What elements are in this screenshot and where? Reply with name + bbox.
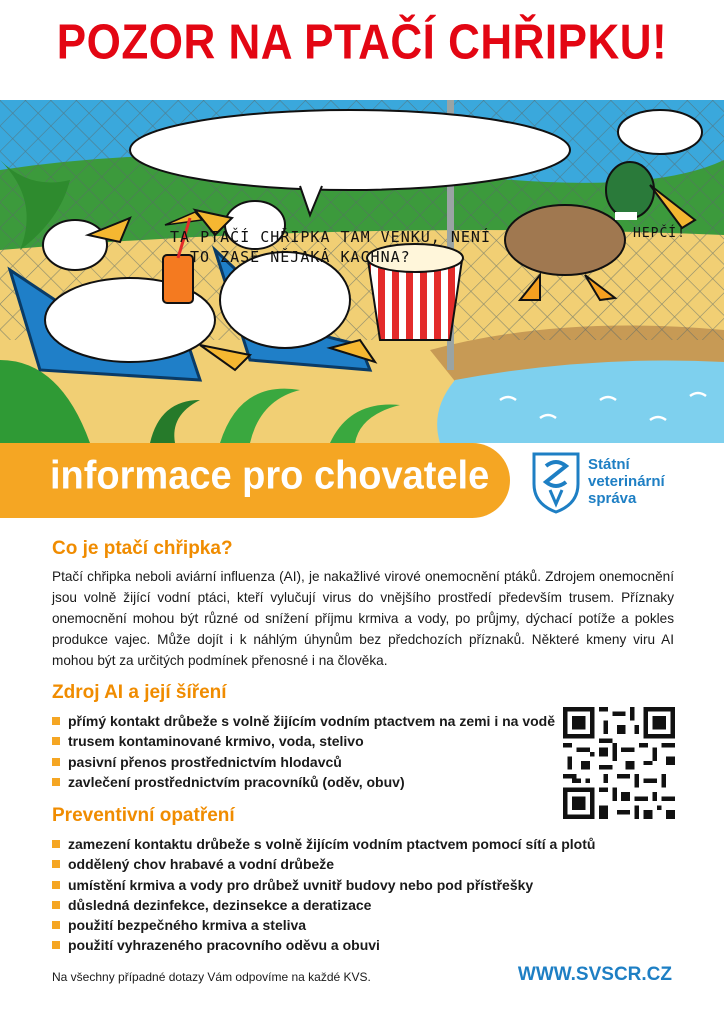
logo-line1: Státní	[588, 456, 630, 473]
prevention-list	[52, 834, 595, 956]
list-item: oddělený chov hrabavé a vodní drůbeže	[52, 854, 595, 874]
section-heading-what-is: Co je ptačí chřipka?	[52, 538, 233, 559]
list-item: důsledná dezinfekce, dezinsekce a deratizace	[52, 895, 595, 915]
section-paragraph: Ptačí chřipka neboli aviární influenza (AI), je nakažlivé virové onemocnění ptáků. Zdrojem onemocnění jsou volně žijící vodní ptáci, kteří vylučují virus do vnějšího prostředí především trusem. Příznaky onemocnění mohou být různé od snížení příjmu krmiva a vody, po průjmy, dýchací potíže a pokles produkce vajec. Může dojít i k náhlým úhynům bez předchozích příznaků. Některé kmeny viru AI mohou být za určitých podmínek přenosné i na člověka.	[52, 569, 674, 668]
cartoon-illustration	[0, 100, 724, 443]
speech-bubble-left-line1: TA PTAČÍ CHŘIPKA TAM VENKU, NENÍ	[170, 228, 491, 246]
source-list	[52, 711, 555, 792]
list-item: umístění krmiva a vody pro drůbež uvnitř budovy nebo pod přístřešky	[52, 875, 595, 895]
list-item: zamezení kontaktu drůbeže s volně žijícím vodním ptactvem pomocí sítí a plotů	[52, 834, 595, 854]
footer-note: Na všechny případné dotazy Vám odpovíme na každé KVS.	[52, 970, 371, 984]
list-item: použití vyhrazeného pracovního oděvu a obuvi	[52, 935, 595, 955]
list-item: přímý kontakt drůbeže s volně žijícím vodním ptactvem na zemi i na vodě	[52, 711, 555, 731]
logo-line2: veterinární	[588, 473, 665, 490]
logo-text	[588, 456, 665, 507]
section-heading-prevention: Preventivní opatření	[52, 805, 235, 826]
list-item: zavlečení prostřednictvím pracovníků (oděv, obuv)	[52, 772, 555, 792]
qr-code[interactable]	[563, 707, 675, 819]
logo-line3: správa	[588, 490, 637, 507]
speech-bubble-right: HEPČÍ!	[633, 226, 686, 241]
banner-title: informace pro chovatele	[50, 453, 490, 499]
list-item: pasivní přenos prostřednictvím hlodavců	[52, 752, 555, 772]
section-heading-source: Zdroj AI a její šíření	[52, 682, 227, 703]
list-item: trusem kontaminované krmivo, voda, stelivo	[52, 731, 555, 751]
page-title: POZOR NA PTAČÍ CHŘIPKU!	[56, 15, 668, 70]
list-item: použití bezpečného krmiva a steliva	[52, 915, 595, 935]
website-link[interactable]: WWW.SVSCR.CZ	[517, 964, 672, 985]
speech-bubble-left-line2: TO ZASE NĚJAKÁ KACHNA?	[190, 248, 411, 266]
